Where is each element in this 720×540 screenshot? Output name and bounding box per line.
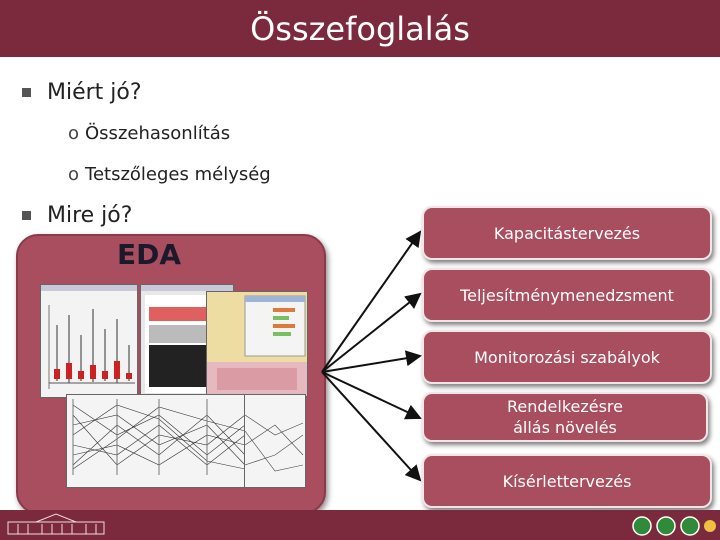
circle-bullet-icon: o xyxy=(68,123,80,144)
target-box-capacity xyxy=(422,206,712,260)
bullet-why-good-text: Miért jó? xyxy=(47,80,142,105)
eda-label: EDA xyxy=(117,238,182,271)
sub-bullet-depth-text: Tetszőleges mélység xyxy=(85,164,271,185)
target-box-availability xyxy=(422,392,708,442)
sub-bullet-comparison-text: Összehasonlítás xyxy=(85,123,231,144)
footer-bar xyxy=(0,510,720,540)
bullet-what-for-text: Mire jó? xyxy=(47,203,133,228)
lab-logos-icon xyxy=(630,514,718,538)
target-box-experiment-text: Kísérlettervezés xyxy=(502,471,632,491)
arrow-to-monitoring xyxy=(322,356,420,372)
target-box-experiment xyxy=(422,454,712,508)
arrow-to-capacity xyxy=(322,232,420,372)
arrow-to-performance xyxy=(322,294,420,372)
target-box-monitoring xyxy=(422,330,712,384)
university-logo-icon xyxy=(6,512,106,538)
arrow-to-experiment xyxy=(322,372,420,480)
slide-title: Összefoglalás xyxy=(250,9,470,48)
target-box-monitoring-text: Monitorozási szabályok xyxy=(474,347,660,367)
target-box-performance xyxy=(422,268,712,322)
arrow-to-availability xyxy=(322,372,420,418)
target-box-capacity-text: Kapacitástervezés xyxy=(493,223,641,243)
target-box-availability-text: Rendelkezésre állás növelés xyxy=(506,397,623,437)
target-box-performance-text: Teljesítménymenedzsment xyxy=(460,285,674,305)
circle-bullet-icon: o xyxy=(68,164,80,185)
